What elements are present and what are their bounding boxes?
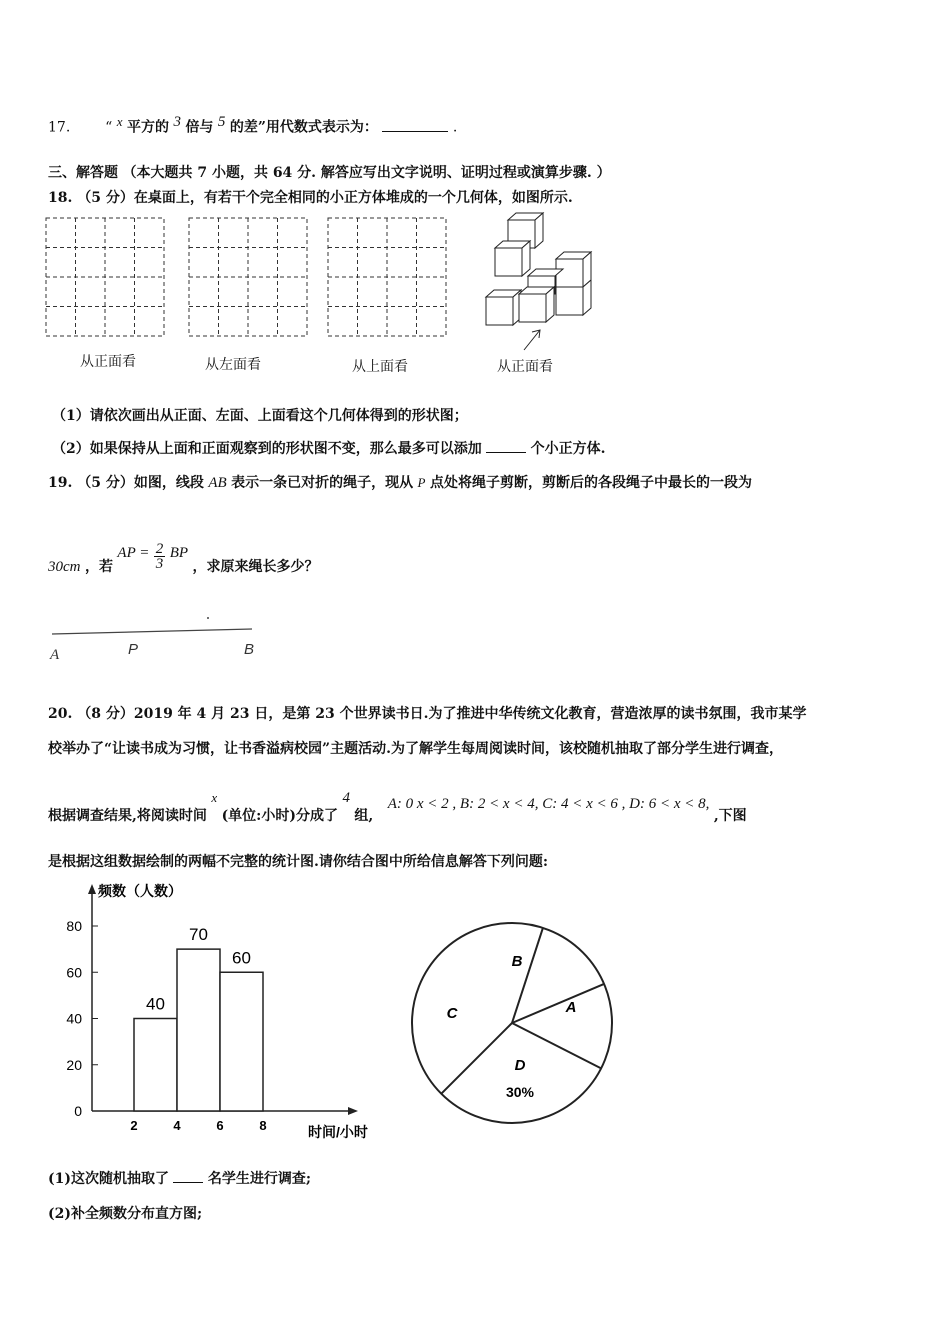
- bar-value-label: 40: [146, 994, 165, 1014]
- q18-part1: （1）请依次画出从正面、左面、上面看这个几何体得到的形状图；: [52, 408, 468, 424]
- q20-answer-blank[interactable]: [173, 1168, 203, 1183]
- q18-answer-blank[interactable]: [486, 438, 526, 453]
- view-arrow: [524, 330, 540, 350]
- x-axis-label: 时间/小时: [308, 1124, 368, 1140]
- x-axis-arrow: [348, 1107, 358, 1115]
- cube-stack: [486, 213, 591, 325]
- fraction-2-3: $\frac{2}{3}$: [155, 541, 164, 572]
- y-tick-label: 0: [74, 1103, 82, 1119]
- pie-slice-label: B: [511, 953, 523, 970]
- grid-left-view: [189, 218, 307, 336]
- histogram-bar: [177, 949, 220, 1111]
- section3-heading: 三、解答题 （本大题共 7 小题，共 64 分. 解答应写出文字说明、证明过程或演算步骤. ）: [48, 165, 611, 181]
- pie-chart: [405, 920, 620, 1125]
- point-a-label: A: [50, 647, 60, 662]
- y-tick-label: 40: [66, 1010, 82, 1027]
- q20-line4: 是根据这组数据绘制的两幅不完整的统计图.请你结合图中所给信息解答下列问题:: [48, 854, 549, 870]
- q19-segment-figure: [46, 612, 276, 662]
- caption-front-arrow: 从正面看: [497, 359, 553, 375]
- q17: 17. “ $^x$ 平方的 $^3$ 倍与 $^5$ 的差”用代数式表示为： .: [48, 114, 458, 136]
- pie-slice-label: D: [514, 1057, 526, 1074]
- y-axis-label: 频数（人数）: [98, 883, 182, 899]
- x-tick-label: 6: [216, 1118, 224, 1133]
- q19-stem: 19. （5 分）如图，线段 AB 表示一条已对折的绳子，现从 P 点处将绳子剪断，剪断后的各段绳子中最长的一段为: [48, 475, 752, 491]
- caption-front-grid: 从正面看: [80, 354, 136, 370]
- histogram: [40, 880, 400, 1145]
- histogram-bar: [134, 1019, 177, 1112]
- pie-slice-label: C: [446, 1005, 458, 1022]
- q18-part2: （2）如果保持从上面和正面观察到的形状图不变，那么最多可以添加 个小正方体.: [52, 438, 606, 458]
- point-b-label: B: [244, 641, 255, 658]
- q20-groups: A: 0 x < 2 , B: 2 < x < 4, C: 4 < x < 6 , D: 6 < x < 8,: [387, 795, 710, 812]
- q20-line2: 校举办了“让读书成为习惯，让书香溢病校园”主题活动.为了解学生每周阅读时间，该校随机抽取了部分学生进行调查，: [48, 741, 783, 757]
- caption-top-grid: 从上面看: [352, 359, 408, 375]
- x-tick-label: 8: [259, 1118, 267, 1133]
- x-tick-label: 4: [173, 1118, 181, 1133]
- grid-front-view: [46, 218, 164, 336]
- q20-line3: 根据调查结果,将阅读时间 $^x$ (单位:小时)分成了 $^4$ 组, A: 0 x < 2 , B: 2 < x < 4, C: 4 < x < 6 , D: 6 < x < 8, ,下图: [48, 790, 747, 824]
- q19-condition: 30cm ，若 AP = $\frac{2}{3}$ BP ，求原来绳长多少？: [48, 541, 319, 575]
- x-tick-label: 2: [130, 1118, 138, 1133]
- q18-stem: 18. （5 分）在桌面上，有若干个完全相同的小正方体堆成的一个几何体，如图所示.: [48, 190, 573, 206]
- caption-left-grid: 从左面看: [205, 357, 261, 373]
- y-axis-arrow: [88, 884, 96, 894]
- bar-value-label: 60: [232, 948, 251, 968]
- y-tick-label: 20: [66, 1056, 82, 1073]
- y-tick-label: 60: [66, 964, 82, 981]
- q17-answer-blank[interactable]: [382, 117, 448, 132]
- y-tick-label: 80: [66, 918, 82, 934]
- q20-sub2: (2)补全频数分布直方图;: [48, 1206, 203, 1222]
- pie-slice-percent: 30%: [505, 1084, 535, 1100]
- grid-top-view: [328, 218, 446, 336]
- histogram-bar: [220, 972, 263, 1111]
- q20-sub1: (1)这次随机抽取了 名学生进行调查;: [48, 1168, 311, 1188]
- point-p-label: P: [128, 641, 139, 658]
- pie-slice-label: A: [565, 999, 577, 1016]
- bar-value-label: 70: [189, 925, 208, 945]
- q17-number: 17.: [48, 119, 71, 136]
- q20-line1: 20. （8 分）2019 年 4 月 23 日，是第 23 个世界读书日.为了推进中华传统文化教育，营造浓厚的读书氛围，我市某学: [48, 706, 807, 722]
